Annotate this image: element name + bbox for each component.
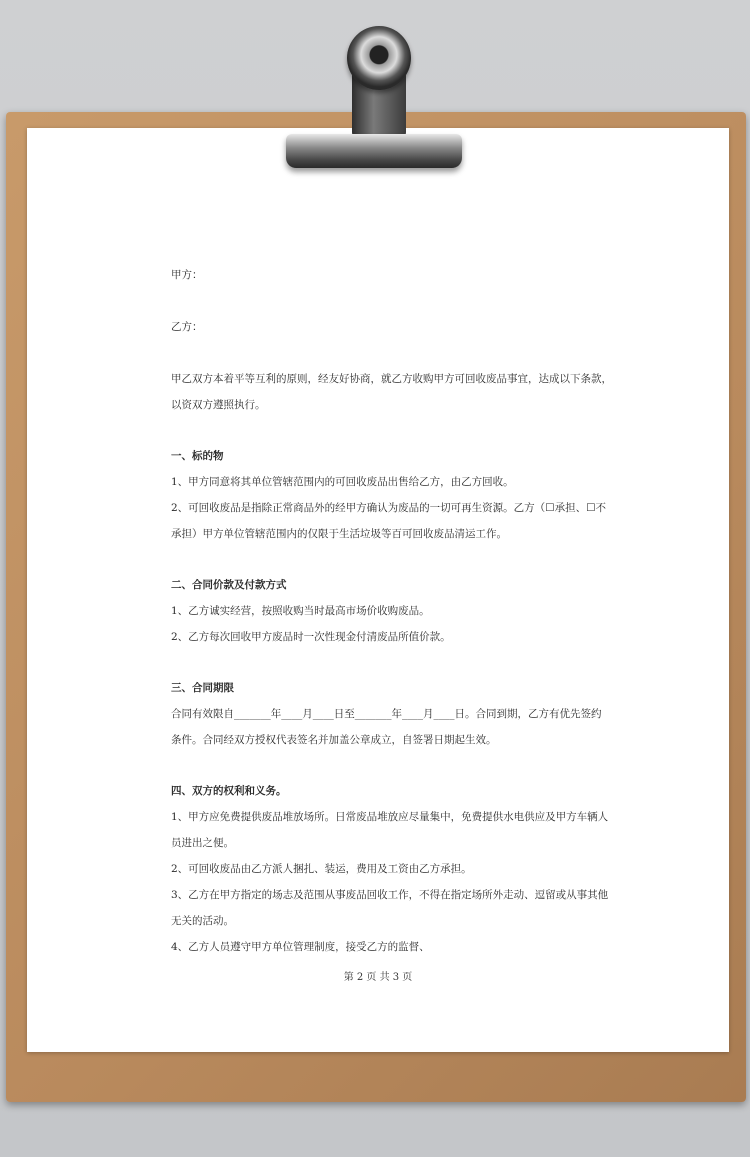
section-4-clause-3-line-1: 3、乙方在甲方指定的场志及范围从事废品回收工作，不得在指定场所外走动、逗留或从事其他 bbox=[171, 889, 609, 901]
section-4-clause-4: 4、乙方人员遵守甲方单位管理制度，接受乙方的监督、 bbox=[171, 941, 430, 953]
section-1-clause-2-line-2: 承担）甲方单位管辖范围内的仅限于生活垃圾等百可回收废品清运工作。 bbox=[171, 528, 507, 540]
section-2-clause-1: 1、乙方诚实经营，按照收购当时最高市场价收购废品。 bbox=[171, 605, 430, 617]
document-page bbox=[27, 128, 729, 1052]
section-4-heading: 四、双方的权利和义务。 bbox=[171, 785, 287, 797]
page-number-footer: 第 2 页 共 3 页 bbox=[343, 972, 413, 983]
section-4-clause-1-line-1: 1、甲方应免费提供废品堆放场所。日常废品堆放应尽量集中，免费提供水电供应及甲方车辆人 bbox=[171, 811, 609, 823]
party-a-label: 甲方： bbox=[171, 269, 203, 281]
section-3-line-2: 条件。合同经双方授权代表签名并加盖公章成立，自签署日期起生效。 bbox=[171, 734, 497, 746]
section-1-clause-2-line-1: 2、可回收废品是指除正常商品外的经甲方确认为废品的一切可再生资源。乙方（☐承担、☐不 bbox=[171, 502, 607, 514]
section-3-heading: 三、合同期限 bbox=[171, 682, 234, 694]
section-3-line-1: 合同有效限自_______年____月____日至_______年____月____日。合同到期，乙方有优先签约 bbox=[171, 708, 602, 720]
binder-clip-base bbox=[286, 134, 462, 168]
section-2-clause-2: 2、乙方每次回收甲方废品时一次性现金付清废品所值价款。 bbox=[171, 631, 451, 643]
binder-clip-ring bbox=[347, 26, 411, 90]
preamble-line-1: 甲乙双方本着平等互利的原则，经友好协商，就乙方收购甲方可回收废品事宜，达成以下条款， bbox=[171, 373, 612, 385]
section-4-clause-3-line-2: 无关的活动。 bbox=[171, 915, 234, 927]
party-b-label: 乙方： bbox=[171, 321, 203, 333]
section-1-heading: 一、标的物 bbox=[171, 450, 224, 462]
section-1-clause-1: 1、甲方同意将其单位管辖范围内的可回收废品出售给乙方，由乙方回收。 bbox=[171, 476, 514, 488]
section-2-heading: 二、合同价款及付款方式 bbox=[171, 579, 287, 591]
section-4-clause-1-line-2: 员进出之便。 bbox=[171, 837, 234, 849]
section-4-clause-2: 2、可回收废品由乙方派人捆扎、装运，费用及工资由乙方承担。 bbox=[171, 863, 472, 875]
preamble-line-2: 以资双方遵照执行。 bbox=[171, 399, 266, 411]
